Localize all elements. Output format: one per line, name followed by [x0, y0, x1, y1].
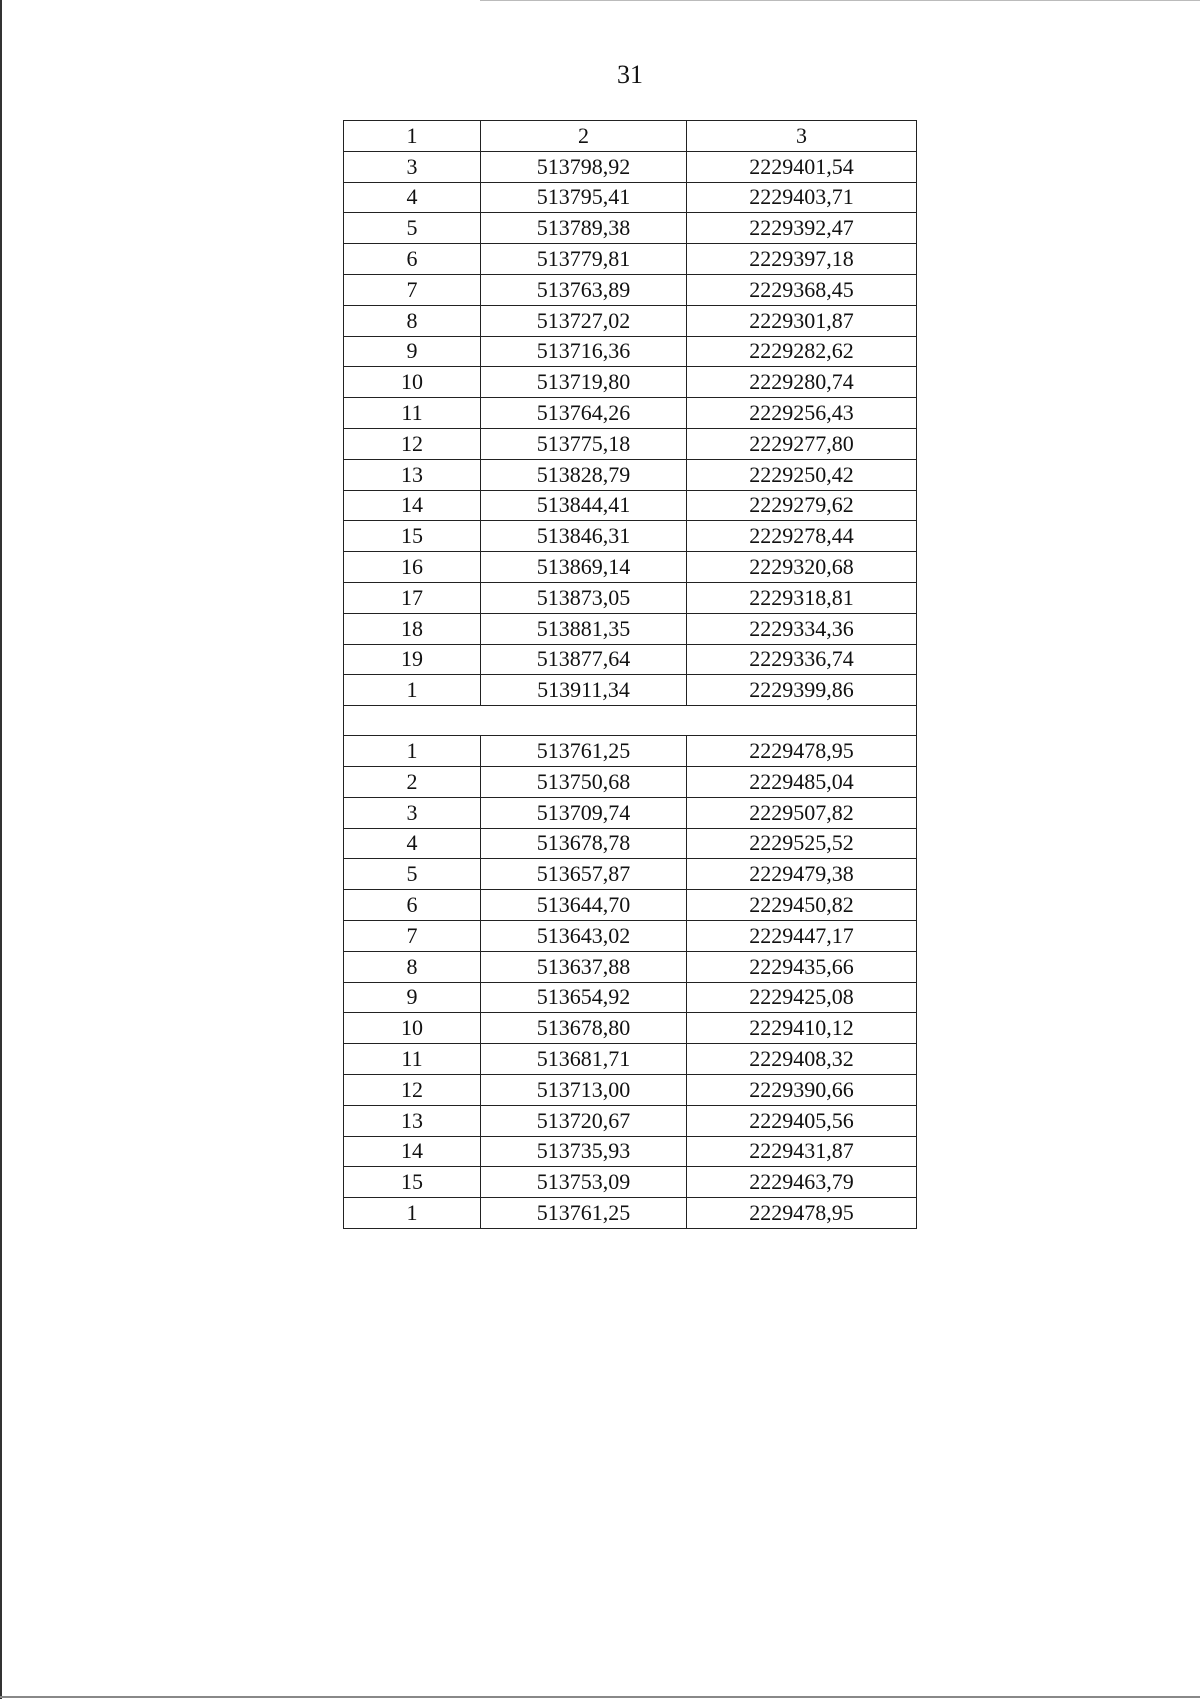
x-coordinate-cell: 513761,25: [481, 1198, 687, 1229]
y-coordinate-cell: 2229431,87: [687, 1136, 917, 1167]
section-separator-row: [344, 706, 917, 736]
x-coordinate-cell: 513681,71: [481, 1044, 687, 1075]
x-coordinate-cell: 513844,41: [481, 490, 687, 521]
point-number-cell: 1: [344, 1198, 481, 1229]
table-row: [344, 736, 917, 767]
y-coordinate-cell: 2229525,52: [687, 828, 917, 859]
y-coordinate-cell: 2229408,32: [687, 1044, 917, 1075]
table-row: [344, 367, 917, 398]
x-coordinate-cell: 513750,68: [481, 766, 687, 797]
point-number-cell: 19: [344, 644, 481, 675]
table-row: [344, 244, 917, 275]
x-coordinate-cell: 513764,26: [481, 398, 687, 429]
table-row: [344, 1074, 917, 1105]
x-coordinate-cell: 513719,80: [481, 367, 687, 398]
table-row: [344, 274, 917, 305]
x-coordinate-cell: 513678,80: [481, 1013, 687, 1044]
x-coordinate-cell: 513775,18: [481, 428, 687, 459]
x-coordinate-cell: 513709,74: [481, 797, 687, 828]
table-row: [344, 1013, 917, 1044]
y-coordinate-cell: 2229425,08: [687, 982, 917, 1013]
point-number-cell: 8: [344, 305, 481, 336]
point-number-cell: 4: [344, 182, 481, 213]
point-number-cell: 3: [344, 797, 481, 828]
table-row: [344, 428, 917, 459]
table-row: [344, 552, 917, 583]
header-cell-3: 3: [687, 121, 917, 152]
table-row: [344, 336, 917, 367]
point-number-cell: 5: [344, 859, 481, 890]
x-coordinate-cell: 513881,35: [481, 613, 687, 644]
point-number-cell: 11: [344, 1044, 481, 1075]
scan-edge-left: [0, 0, 2, 1699]
y-coordinate-cell: 2229301,87: [687, 305, 917, 336]
x-coordinate-cell: 513761,25: [481, 736, 687, 767]
table-row: [344, 982, 917, 1013]
y-coordinate-cell: 2229336,74: [687, 644, 917, 675]
point-number-cell: 6: [344, 244, 481, 275]
table-row: [344, 890, 917, 921]
point-number-cell: 4: [344, 828, 481, 859]
y-coordinate-cell: 2229368,45: [687, 274, 917, 305]
y-coordinate-cell: 2229478,95: [687, 736, 917, 767]
y-coordinate-cell: 2229277,80: [687, 428, 917, 459]
x-coordinate-cell: 513637,88: [481, 951, 687, 982]
x-coordinate-cell: 513911,34: [481, 675, 687, 706]
point-number-cell: 14: [344, 1136, 481, 1167]
table-row: [344, 459, 917, 490]
table-row: [344, 582, 917, 613]
table-row: [344, 521, 917, 552]
x-coordinate-cell: 513795,41: [481, 182, 687, 213]
point-number-cell: 15: [344, 521, 481, 552]
x-coordinate-cell: 513657,87: [481, 859, 687, 890]
coordinates-table: [343, 120, 917, 1229]
point-number-cell: 16: [344, 552, 481, 583]
x-coordinate-cell: 513643,02: [481, 920, 687, 951]
x-coordinate-cell: 513869,14: [481, 552, 687, 583]
point-number-cell: 14: [344, 490, 481, 521]
table-row: [344, 613, 917, 644]
table-row: [344, 182, 917, 213]
x-coordinate-cell: 513678,78: [481, 828, 687, 859]
y-coordinate-cell: 2229279,62: [687, 490, 917, 521]
point-number-cell: 13: [344, 1105, 481, 1136]
x-coordinate-cell: 513779,81: [481, 244, 687, 275]
x-coordinate-cell: 513713,00: [481, 1074, 687, 1105]
table-row: [344, 490, 917, 521]
x-coordinate-cell: 513716,36: [481, 336, 687, 367]
point-number-cell: 5: [344, 213, 481, 244]
y-coordinate-cell: 2229320,68: [687, 552, 917, 583]
y-coordinate-cell: 2229278,44: [687, 521, 917, 552]
section-separator-cell: [344, 706, 917, 736]
y-coordinate-cell: 2229392,47: [687, 213, 917, 244]
y-coordinate-cell: 2229478,95: [687, 1198, 917, 1229]
x-coordinate-cell: 513877,64: [481, 644, 687, 675]
y-coordinate-cell: 2229403,71: [687, 182, 917, 213]
y-coordinate-cell: 2229282,62: [687, 336, 917, 367]
x-coordinate-cell: 513644,70: [481, 890, 687, 921]
y-coordinate-cell: 2229435,66: [687, 951, 917, 982]
point-number-cell: 10: [344, 367, 481, 398]
point-number-cell: 8: [344, 951, 481, 982]
y-coordinate-cell: 2229447,17: [687, 920, 917, 951]
point-number-cell: 3: [344, 151, 481, 182]
y-coordinate-cell: 2229390,66: [687, 1074, 917, 1105]
point-number-cell: 7: [344, 274, 481, 305]
y-coordinate-cell: 2229450,82: [687, 890, 917, 921]
y-coordinate-cell: 2229463,79: [687, 1167, 917, 1198]
table-row: [344, 213, 917, 244]
table-row: [344, 151, 917, 182]
point-number-cell: 7: [344, 920, 481, 951]
table-row: [344, 766, 917, 797]
point-number-cell: 9: [344, 982, 481, 1013]
point-number-cell: 2: [344, 766, 481, 797]
point-number-cell: 1: [344, 736, 481, 767]
y-coordinate-cell: 2229405,56: [687, 1105, 917, 1136]
point-number-cell: 18: [344, 613, 481, 644]
x-coordinate-cell: 513720,67: [481, 1105, 687, 1136]
point-number-cell: 12: [344, 428, 481, 459]
x-coordinate-cell: 513798,92: [481, 151, 687, 182]
table-row: [344, 859, 917, 890]
point-number-cell: 15: [344, 1167, 481, 1198]
table-row: [344, 644, 917, 675]
point-number-cell: 12: [344, 1074, 481, 1105]
table-row: [344, 797, 917, 828]
point-number-cell: 17: [344, 582, 481, 613]
table-row: [344, 920, 917, 951]
table-row: [344, 951, 917, 982]
x-coordinate-cell: 513846,31: [481, 521, 687, 552]
table-row: [344, 1167, 917, 1198]
point-number-cell: 11: [344, 398, 481, 429]
table-row: [344, 1136, 917, 1167]
x-coordinate-cell: 513727,02: [481, 305, 687, 336]
point-number-cell: 10: [344, 1013, 481, 1044]
y-coordinate-cell: 2229479,38: [687, 859, 917, 890]
table-header: [344, 121, 917, 152]
page-number: 31: [617, 60, 643, 89]
header-cell-2: 2: [481, 121, 687, 152]
table-row: [344, 1198, 917, 1229]
table-row: [344, 675, 917, 706]
scan-edge-bottom: [0, 1696, 1200, 1698]
table-body: [344, 151, 917, 1228]
point-number-cell: 1: [344, 675, 481, 706]
y-coordinate-cell: 2229410,12: [687, 1013, 917, 1044]
y-coordinate-cell: 2229250,42: [687, 459, 917, 490]
table-row: [344, 828, 917, 859]
x-coordinate-cell: 513753,09: [481, 1167, 687, 1198]
table-row: [344, 305, 917, 336]
y-coordinate-cell: 2229485,04: [687, 766, 917, 797]
point-number-cell: 6: [344, 890, 481, 921]
point-number-cell: 13: [344, 459, 481, 490]
y-coordinate-cell: 2229256,43: [687, 398, 917, 429]
y-coordinate-cell: 2229334,36: [687, 613, 917, 644]
point-number-cell: 9: [344, 336, 481, 367]
x-coordinate-cell: 513873,05: [481, 582, 687, 613]
x-coordinate-cell: 513735,93: [481, 1136, 687, 1167]
header-row: [344, 121, 917, 152]
y-coordinate-cell: 2229318,81: [687, 582, 917, 613]
scan-edge-top: [480, 0, 1200, 1]
table-row: [344, 1044, 917, 1075]
table-row: [344, 1105, 917, 1136]
y-coordinate-cell: 2229280,74: [687, 367, 917, 398]
table-row: [344, 398, 917, 429]
y-coordinate-cell: 2229401,54: [687, 151, 917, 182]
y-coordinate-cell: 2229397,18: [687, 244, 917, 275]
x-coordinate-cell: 513763,89: [481, 274, 687, 305]
y-coordinate-cell: 2229507,82: [687, 797, 917, 828]
x-coordinate-cell: 513654,92: [481, 982, 687, 1013]
x-coordinate-cell: 513828,79: [481, 459, 687, 490]
y-coordinate-cell: 2229399,86: [687, 675, 917, 706]
header-cell-1: 1: [344, 121, 481, 152]
x-coordinate-cell: 513789,38: [481, 213, 687, 244]
